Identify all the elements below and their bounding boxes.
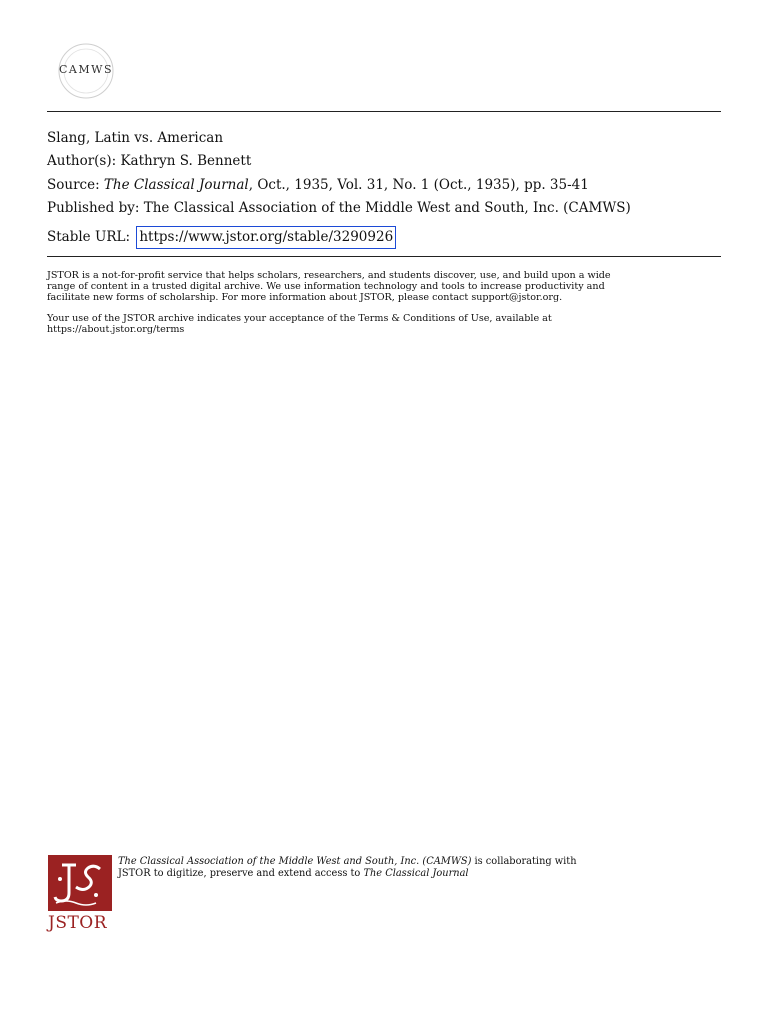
source-label: Source: [47,177,100,193]
camws-logo [51,42,121,100]
publisher-value: The Classical Association of the Middle West and South, Inc. (CAMWS) [143,200,631,216]
terms-notice [47,314,727,336]
authors-value: Kathryn S. Bennett [120,153,252,169]
collab-line-2 [118,868,577,880]
stable-url-link[interactable]: https://www.jstor.org/stable/3290926 [136,226,396,249]
authors-line [47,152,251,170]
collaboration-statement [118,856,577,879]
authors-label: Author(s): [47,153,117,169]
article-title: Slang, Latin vs. American [47,130,224,146]
top-divider [47,111,721,112]
stable-url-line [47,226,396,249]
jstor-emblem-icon [48,855,112,911]
collab-line-1 [118,856,577,868]
publisher-label: Published by: [47,200,140,216]
jstor-wordmark: JSTOR [48,913,108,933]
jstor-mission-notice [47,271,727,303]
collab-text-2: JSTOR to digitize, preserve and extend access to [118,867,364,879]
collab-org: The Classical Association of the Middle West and South, Inc. (CAMWS) [118,856,472,867]
terms-text: Your use of the JSTOR archive indicates your acceptance of the Terms & Conditions of Use, available at https://about.jstor.org/terms [47,313,552,335]
stable-url-label: Stable URL: [47,229,131,245]
jstor-mission-text: JSTOR is a not-for-profit service that helps scholars, researchers, and students discover, use, and build upon a wide range of content in a trusted digital archive. We use information technology and tools to increase productivity and facilitate new forms of scholarship. For more information about JSTOR, please contact support@jstor.org. [47,270,611,303]
camws-logo-text: CAMWS [59,63,113,76]
source-journal: The Classical Journal [103,177,249,193]
jstor-logo [48,855,114,935]
publisher-line [47,199,631,217]
collab-text-1: is collaborating with [471,856,577,867]
source-details: , Oct., 1935, Vol. 31, No. 1 (Oct., 1935), pp. 35-41 [248,177,589,193]
collab-journal: The Classical Journal [363,867,469,879]
bottom-divider [47,256,721,257]
source-line [47,176,589,194]
